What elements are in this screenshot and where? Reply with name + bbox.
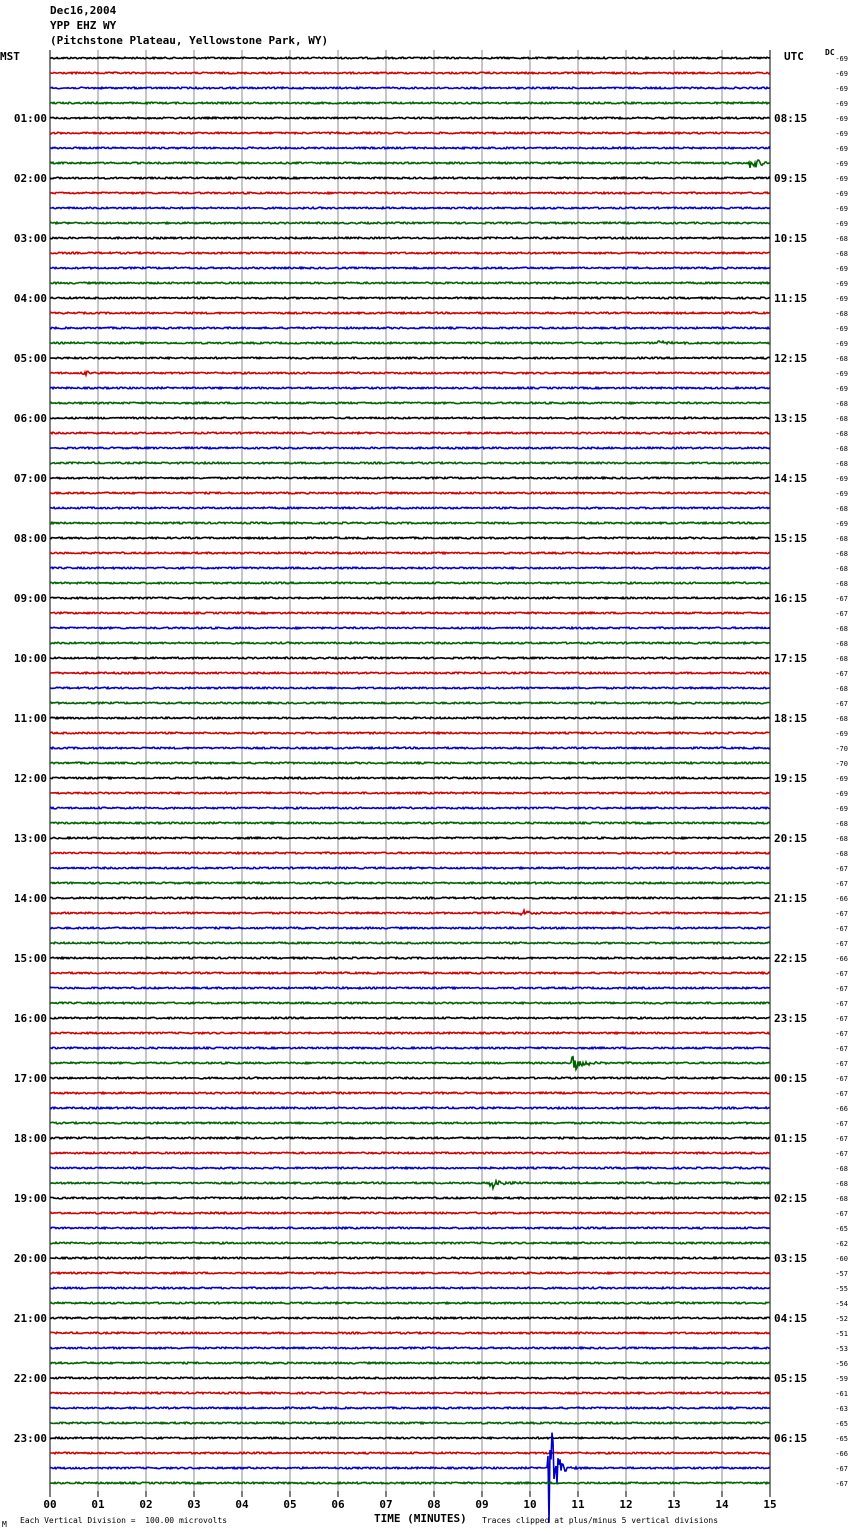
dc-offset-label: -70 xyxy=(835,760,848,768)
dc-offset-label: -68 xyxy=(835,445,848,453)
trace-line xyxy=(50,282,770,284)
left-tick-label: 03:00 xyxy=(13,232,47,245)
dc-offset-label: -62 xyxy=(835,1240,848,1248)
trace-line xyxy=(50,1181,770,1189)
left-tick-label: 20:00 xyxy=(13,1252,47,1265)
x-tick-label: 09 xyxy=(475,1498,489,1511)
dc-offset-label: -69 xyxy=(835,115,848,123)
trace-line xyxy=(50,672,770,674)
left-tick-label: 11:00 xyxy=(13,712,47,725)
x-tick-label: 04 xyxy=(235,1498,249,1511)
trace-line xyxy=(50,507,770,509)
dc-offset-label: -69 xyxy=(835,280,848,288)
dc-offset-label: -68 xyxy=(835,415,848,423)
trace-line xyxy=(50,642,770,644)
x-axis xyxy=(43,1491,776,1511)
trace-line xyxy=(50,552,770,554)
dc-offset-label: -69 xyxy=(835,520,848,528)
right-tick-label: 04:15 xyxy=(774,1312,808,1325)
dc-offset-label: -68 xyxy=(835,835,848,843)
right-tick-label: 21:15 xyxy=(774,892,808,905)
left-tick-label: 07:00 xyxy=(13,472,47,485)
left-tick-label: 17:00 xyxy=(13,1072,47,1085)
trace-line xyxy=(50,927,770,929)
trace-line xyxy=(50,57,770,59)
dc-offset-label: -52 xyxy=(835,1315,848,1323)
dc-offset-label: -67 xyxy=(835,610,848,618)
trace-line xyxy=(50,1377,770,1379)
left-tick-label: 22:00 xyxy=(13,1372,47,1385)
dc-offset-label: -67 xyxy=(835,1135,848,1143)
trace-line xyxy=(50,177,770,179)
trace-line xyxy=(50,627,770,629)
dc-offset-label: -68 xyxy=(835,625,848,633)
dc-offset-label: -65 xyxy=(835,1435,848,1443)
trace-line xyxy=(50,222,770,224)
dc-offset-label: -66 xyxy=(835,955,848,963)
trace-line xyxy=(50,1137,770,1139)
trace-line xyxy=(50,717,770,719)
trace-line xyxy=(50,1347,770,1349)
trace-line xyxy=(50,837,770,839)
dc-offset-label: -69 xyxy=(835,370,848,378)
trace-line xyxy=(50,192,770,194)
trace-line xyxy=(50,897,770,899)
dc-offset-label: -65 xyxy=(835,1420,848,1428)
dc-offset-label: -67 xyxy=(835,1060,848,1068)
chart-title: YPP EHZ WY xyxy=(50,19,117,32)
trace-line xyxy=(50,1092,770,1094)
x-tick-label: 06 xyxy=(331,1498,345,1511)
corner-mark: M xyxy=(2,1520,7,1529)
dc-offset-label: -67 xyxy=(835,1015,848,1023)
left-tick-label: 08:00 xyxy=(13,532,47,545)
trace-line xyxy=(50,432,770,434)
dc-offset-label: -67 xyxy=(835,1120,848,1128)
trace-line xyxy=(50,1002,770,1004)
left-tick-label: 09:00 xyxy=(13,592,47,605)
trace-line xyxy=(50,147,770,149)
dc-offset-label: -67 xyxy=(835,1030,848,1038)
dc-offset-labels xyxy=(835,55,848,1488)
dc-offset-label: -63 xyxy=(835,1405,848,1413)
x-axis-label: TIME (MINUTES) xyxy=(374,1512,467,1525)
trace-line xyxy=(50,612,770,614)
right-tick-label: 18:15 xyxy=(774,712,808,725)
scale-note: Each Vertical Division = 100.00 microvolts xyxy=(20,1516,228,1525)
left-tick-label: 16:00 xyxy=(13,1012,47,1025)
trace-line xyxy=(50,160,770,168)
dc-offset-label: -68 xyxy=(835,355,848,363)
trace-line xyxy=(50,1017,770,1019)
trace-line xyxy=(50,447,770,449)
trace-line xyxy=(50,1317,770,1319)
trace-line xyxy=(50,1047,770,1049)
dc-offset-label: -69 xyxy=(835,55,848,63)
x-tick-label: 13 xyxy=(667,1498,681,1511)
right-tick-label: 02:15 xyxy=(774,1192,808,1205)
trace-line xyxy=(50,567,770,569)
trace-line xyxy=(50,522,770,524)
dc-offset-label: -68 xyxy=(835,310,848,318)
left-tick-label: 10:00 xyxy=(13,652,47,665)
dc-offset-label: -68 xyxy=(835,400,848,408)
trace-line xyxy=(50,1122,770,1124)
trace-line xyxy=(50,657,770,659)
trace-line xyxy=(50,477,770,479)
trace-line xyxy=(50,402,770,404)
dc-offset-label: -67 xyxy=(835,940,848,948)
trace-line xyxy=(50,462,770,464)
dc-offset-label: -67 xyxy=(835,700,848,708)
trace-line xyxy=(50,537,770,539)
dc-offset-label: -69 xyxy=(835,175,848,183)
trace-line xyxy=(50,942,770,944)
dc-offset-label: -69 xyxy=(835,70,848,78)
dc-offset-label: -70 xyxy=(835,745,848,753)
trace-line xyxy=(50,1362,770,1364)
right-tick-label: 08:15 xyxy=(774,112,808,125)
right-tick-label: 16:15 xyxy=(774,592,808,605)
dc-offset-label: -67 xyxy=(835,865,848,873)
left-tick-label: 21:00 xyxy=(13,1312,47,1325)
grid-lines xyxy=(50,50,770,1491)
trace-line xyxy=(50,1272,770,1274)
trace-line xyxy=(50,732,770,734)
dc-offset-label: -69 xyxy=(835,730,848,738)
dc-offset-label: -68 xyxy=(835,505,848,513)
x-tick-label: 01 xyxy=(91,1498,105,1511)
x-tick-label: 14 xyxy=(715,1498,729,1511)
dc-offset-label: -69 xyxy=(835,475,848,483)
right-time-labels xyxy=(774,112,807,1445)
trace-line xyxy=(50,357,770,359)
trace-line xyxy=(50,267,770,269)
trace-line xyxy=(50,1257,770,1259)
x-tick-label: 05 xyxy=(283,1498,297,1511)
right-tick-label: 09:15 xyxy=(774,172,808,185)
dc-offset-label: -68 xyxy=(835,850,848,858)
dc-offset-label: -68 xyxy=(835,550,848,558)
dc-offset-label: -68 xyxy=(835,430,848,438)
trace-line xyxy=(50,597,770,599)
dc-offset-label: -68 xyxy=(835,820,848,828)
trace-line xyxy=(50,702,770,704)
x-tick-label: 00 xyxy=(43,1498,57,1511)
left-tick-label: 05:00 xyxy=(13,352,47,365)
trace-line xyxy=(50,237,770,239)
trace-line xyxy=(50,1212,770,1214)
dc-offset-label: -66 xyxy=(835,1105,848,1113)
dc-offset-label: -51 xyxy=(835,1330,848,1338)
dc-offset-label: -68 xyxy=(835,580,848,588)
dc-offset-label: -67 xyxy=(835,1090,848,1098)
dc-offset-label: -69 xyxy=(835,295,848,303)
left-tick-label: 01:00 xyxy=(13,112,47,125)
right-tick-label: 12:15 xyxy=(774,352,808,365)
trace-line xyxy=(50,117,770,119)
chart-subtitle: (Pitchstone Plateau, Yellowstone Park, WY) xyxy=(50,34,329,47)
trace-line xyxy=(50,1242,770,1244)
dc-offset-label: -61 xyxy=(835,1390,848,1398)
dc-offset-label: -69 xyxy=(835,340,848,348)
trace-line xyxy=(50,1452,770,1454)
right-tick-label: 06:15 xyxy=(774,1432,808,1445)
dc-offset-label: -68 xyxy=(835,1180,848,1188)
dc-offset-label: -67 xyxy=(835,910,848,918)
trace-line xyxy=(50,1077,770,1079)
right-tick-label: 14:15 xyxy=(774,472,808,485)
left-tick-label: 12:00 xyxy=(13,772,47,785)
dc-offset-label: -67 xyxy=(835,1465,848,1473)
left-tick-label: 13:00 xyxy=(13,832,47,845)
trace-line xyxy=(50,1422,770,1424)
dc-offset-label: -69 xyxy=(835,220,848,228)
dc-offset-label: -68 xyxy=(835,685,848,693)
trace-line xyxy=(50,987,770,989)
left-tick-label: 14:00 xyxy=(13,892,47,905)
trace-line xyxy=(50,822,770,824)
dc-offset-label: -53 xyxy=(835,1345,848,1353)
trace-line xyxy=(50,72,770,74)
dc-offset-label: -67 xyxy=(835,1210,848,1218)
dc-offset-label: -55 xyxy=(835,1285,848,1293)
left-tick-label: 23:00 xyxy=(13,1432,47,1445)
dc-offset-label: -69 xyxy=(835,265,848,273)
trace-line xyxy=(50,1107,770,1109)
trace-line xyxy=(50,1437,770,1439)
dc-offset-label: -68 xyxy=(835,640,848,648)
right-tick-label: 19:15 xyxy=(774,772,808,785)
dc-offset-label: -66 xyxy=(835,1450,848,1458)
x-tick-label: 15 xyxy=(763,1498,777,1511)
left-time-labels xyxy=(14,112,47,1445)
trace-line xyxy=(50,762,770,764)
left-tick-label: 19:00 xyxy=(13,1192,47,1205)
trace-line xyxy=(50,371,770,375)
trace-line xyxy=(50,972,770,974)
trace-line xyxy=(50,1332,770,1334)
trace-line xyxy=(50,1287,770,1289)
trace-line xyxy=(50,867,770,869)
right-tick-label: 17:15 xyxy=(774,652,808,665)
trace-line xyxy=(50,882,770,884)
chart-date: Dec16,2004 xyxy=(50,4,117,17)
dc-offset-label: -67 xyxy=(835,880,848,888)
trace-line xyxy=(50,852,770,854)
left-tick-label: 04:00 xyxy=(13,292,47,305)
dc-offset-label: -68 xyxy=(835,1195,848,1203)
dc-offset-label: -69 xyxy=(835,325,848,333)
trace-line xyxy=(50,102,770,104)
trace-line xyxy=(50,957,770,959)
trace-line xyxy=(50,492,770,494)
dc-offset-label: -69 xyxy=(835,85,848,93)
x-tick-label: 07 xyxy=(379,1498,393,1511)
dc-offset-label: -68 xyxy=(835,250,848,258)
dc-offset-label: -67 xyxy=(835,595,848,603)
trace-line xyxy=(50,417,770,419)
trace-line xyxy=(50,1392,770,1394)
dc-offset-label: -69 xyxy=(835,805,848,813)
trace-line xyxy=(50,312,770,314)
dc-offset-label: -67 xyxy=(835,925,848,933)
dc-offset-label: -69 xyxy=(835,160,848,168)
x-tick-label: 11 xyxy=(571,1498,585,1511)
trace-line xyxy=(50,207,770,209)
dc-offset-label: -59 xyxy=(835,1375,848,1383)
dc-offset-label: -68 xyxy=(835,565,848,573)
dc-offset-label: -69 xyxy=(835,775,848,783)
right-timezone-label: UTC xyxy=(784,50,804,63)
trace-line xyxy=(50,1482,770,1484)
dc-offset-label: -67 xyxy=(835,970,848,978)
trace-line xyxy=(50,777,770,779)
left-tick-label: 02:00 xyxy=(13,172,47,185)
left-timezone-label: MST xyxy=(0,50,20,63)
dc-offset-label: -67 xyxy=(835,1480,848,1488)
dc-offset-label: -69 xyxy=(835,205,848,213)
dc-offset-label: -68 xyxy=(835,460,848,468)
trace-line xyxy=(50,252,770,254)
clip-note: Traces clipped at plus/minus 5 vertical divisions xyxy=(482,1516,719,1525)
right-tick-label: 15:15 xyxy=(774,532,808,545)
right-tick-label: 20:15 xyxy=(774,832,808,845)
dc-offset-label: -69 xyxy=(835,100,848,108)
trace-group xyxy=(50,57,770,1523)
trace-line xyxy=(50,132,770,134)
trace-line xyxy=(50,1227,770,1229)
x-tick-label: 12 xyxy=(619,1498,633,1511)
x-tick-label: 08 xyxy=(427,1498,441,1511)
trace-line xyxy=(50,910,770,915)
trace-line xyxy=(50,1032,770,1034)
trace-line xyxy=(50,87,770,89)
trace-line xyxy=(50,1302,770,1304)
dc-offset-label: -56 xyxy=(835,1360,848,1368)
trace-line xyxy=(50,687,770,689)
left-tick-label: 15:00 xyxy=(13,952,47,965)
dc-offset-label: -69 xyxy=(835,145,848,153)
trace-line xyxy=(50,1407,770,1409)
right-tick-label: 10:15 xyxy=(774,232,808,245)
trace-line xyxy=(50,1197,770,1199)
trace-line xyxy=(50,792,770,794)
dc-offset-label: -67 xyxy=(835,670,848,678)
trace-line xyxy=(50,582,770,584)
right-tick-label: 22:15 xyxy=(774,952,808,965)
x-tick-label: 02 xyxy=(139,1498,153,1511)
dc-offset-label: -69 xyxy=(835,190,848,198)
x-tick-label: 10 xyxy=(523,1498,537,1511)
dc-offset-label: -68 xyxy=(835,655,848,663)
dc-offset-label: -69 xyxy=(835,790,848,798)
dc-offset-label: -68 xyxy=(835,1165,848,1173)
dc-offset-label: -69 xyxy=(835,385,848,393)
x-tick-label: 03 xyxy=(187,1498,201,1511)
trace-line xyxy=(50,341,770,344)
dc-offset-label: -67 xyxy=(835,1000,848,1008)
trace-line xyxy=(50,1057,770,1070)
trace-line xyxy=(50,387,770,389)
right-tick-label: 05:15 xyxy=(774,1372,808,1385)
dc-offset-label: -57 xyxy=(835,1270,848,1278)
trace-line xyxy=(50,807,770,809)
right-tick-label: 01:15 xyxy=(774,1132,808,1145)
dc-offset-label: -65 xyxy=(835,1225,848,1233)
dc-offset-label: -69 xyxy=(835,490,848,498)
right-tick-label: 11:15 xyxy=(774,292,808,305)
right-tick-label: 03:15 xyxy=(774,1252,808,1265)
right-tick-label: 00:15 xyxy=(774,1072,808,1085)
dc-offset-label: -66 xyxy=(835,895,848,903)
left-tick-label: 06:00 xyxy=(13,412,47,425)
dc-offset-label: -67 xyxy=(835,1075,848,1083)
dc-offset-label: -67 xyxy=(835,1045,848,1053)
dc-offset-label: -67 xyxy=(835,985,848,993)
trace-line xyxy=(50,1152,770,1154)
left-tick-label: 18:00 xyxy=(13,1132,47,1145)
trace-line xyxy=(50,1433,770,1523)
dc-offset-label: -69 xyxy=(835,130,848,138)
dc-offset-label: -68 xyxy=(835,535,848,543)
right-tick-label: 13:15 xyxy=(774,412,808,425)
trace-line xyxy=(50,1167,770,1169)
dc-offset-label: -60 xyxy=(835,1255,848,1263)
trace-line xyxy=(50,747,770,749)
right-tick-label: 23:15 xyxy=(774,1012,808,1025)
dc-offset-label: -68 xyxy=(835,235,848,243)
trace-line xyxy=(50,297,770,299)
dc-header-label: DC xyxy=(825,48,835,57)
dc-offset-label: -68 xyxy=(835,715,848,723)
dc-offset-label: -67 xyxy=(835,1150,848,1158)
dc-offset-label: -54 xyxy=(835,1300,848,1308)
trace-line xyxy=(50,327,770,329)
